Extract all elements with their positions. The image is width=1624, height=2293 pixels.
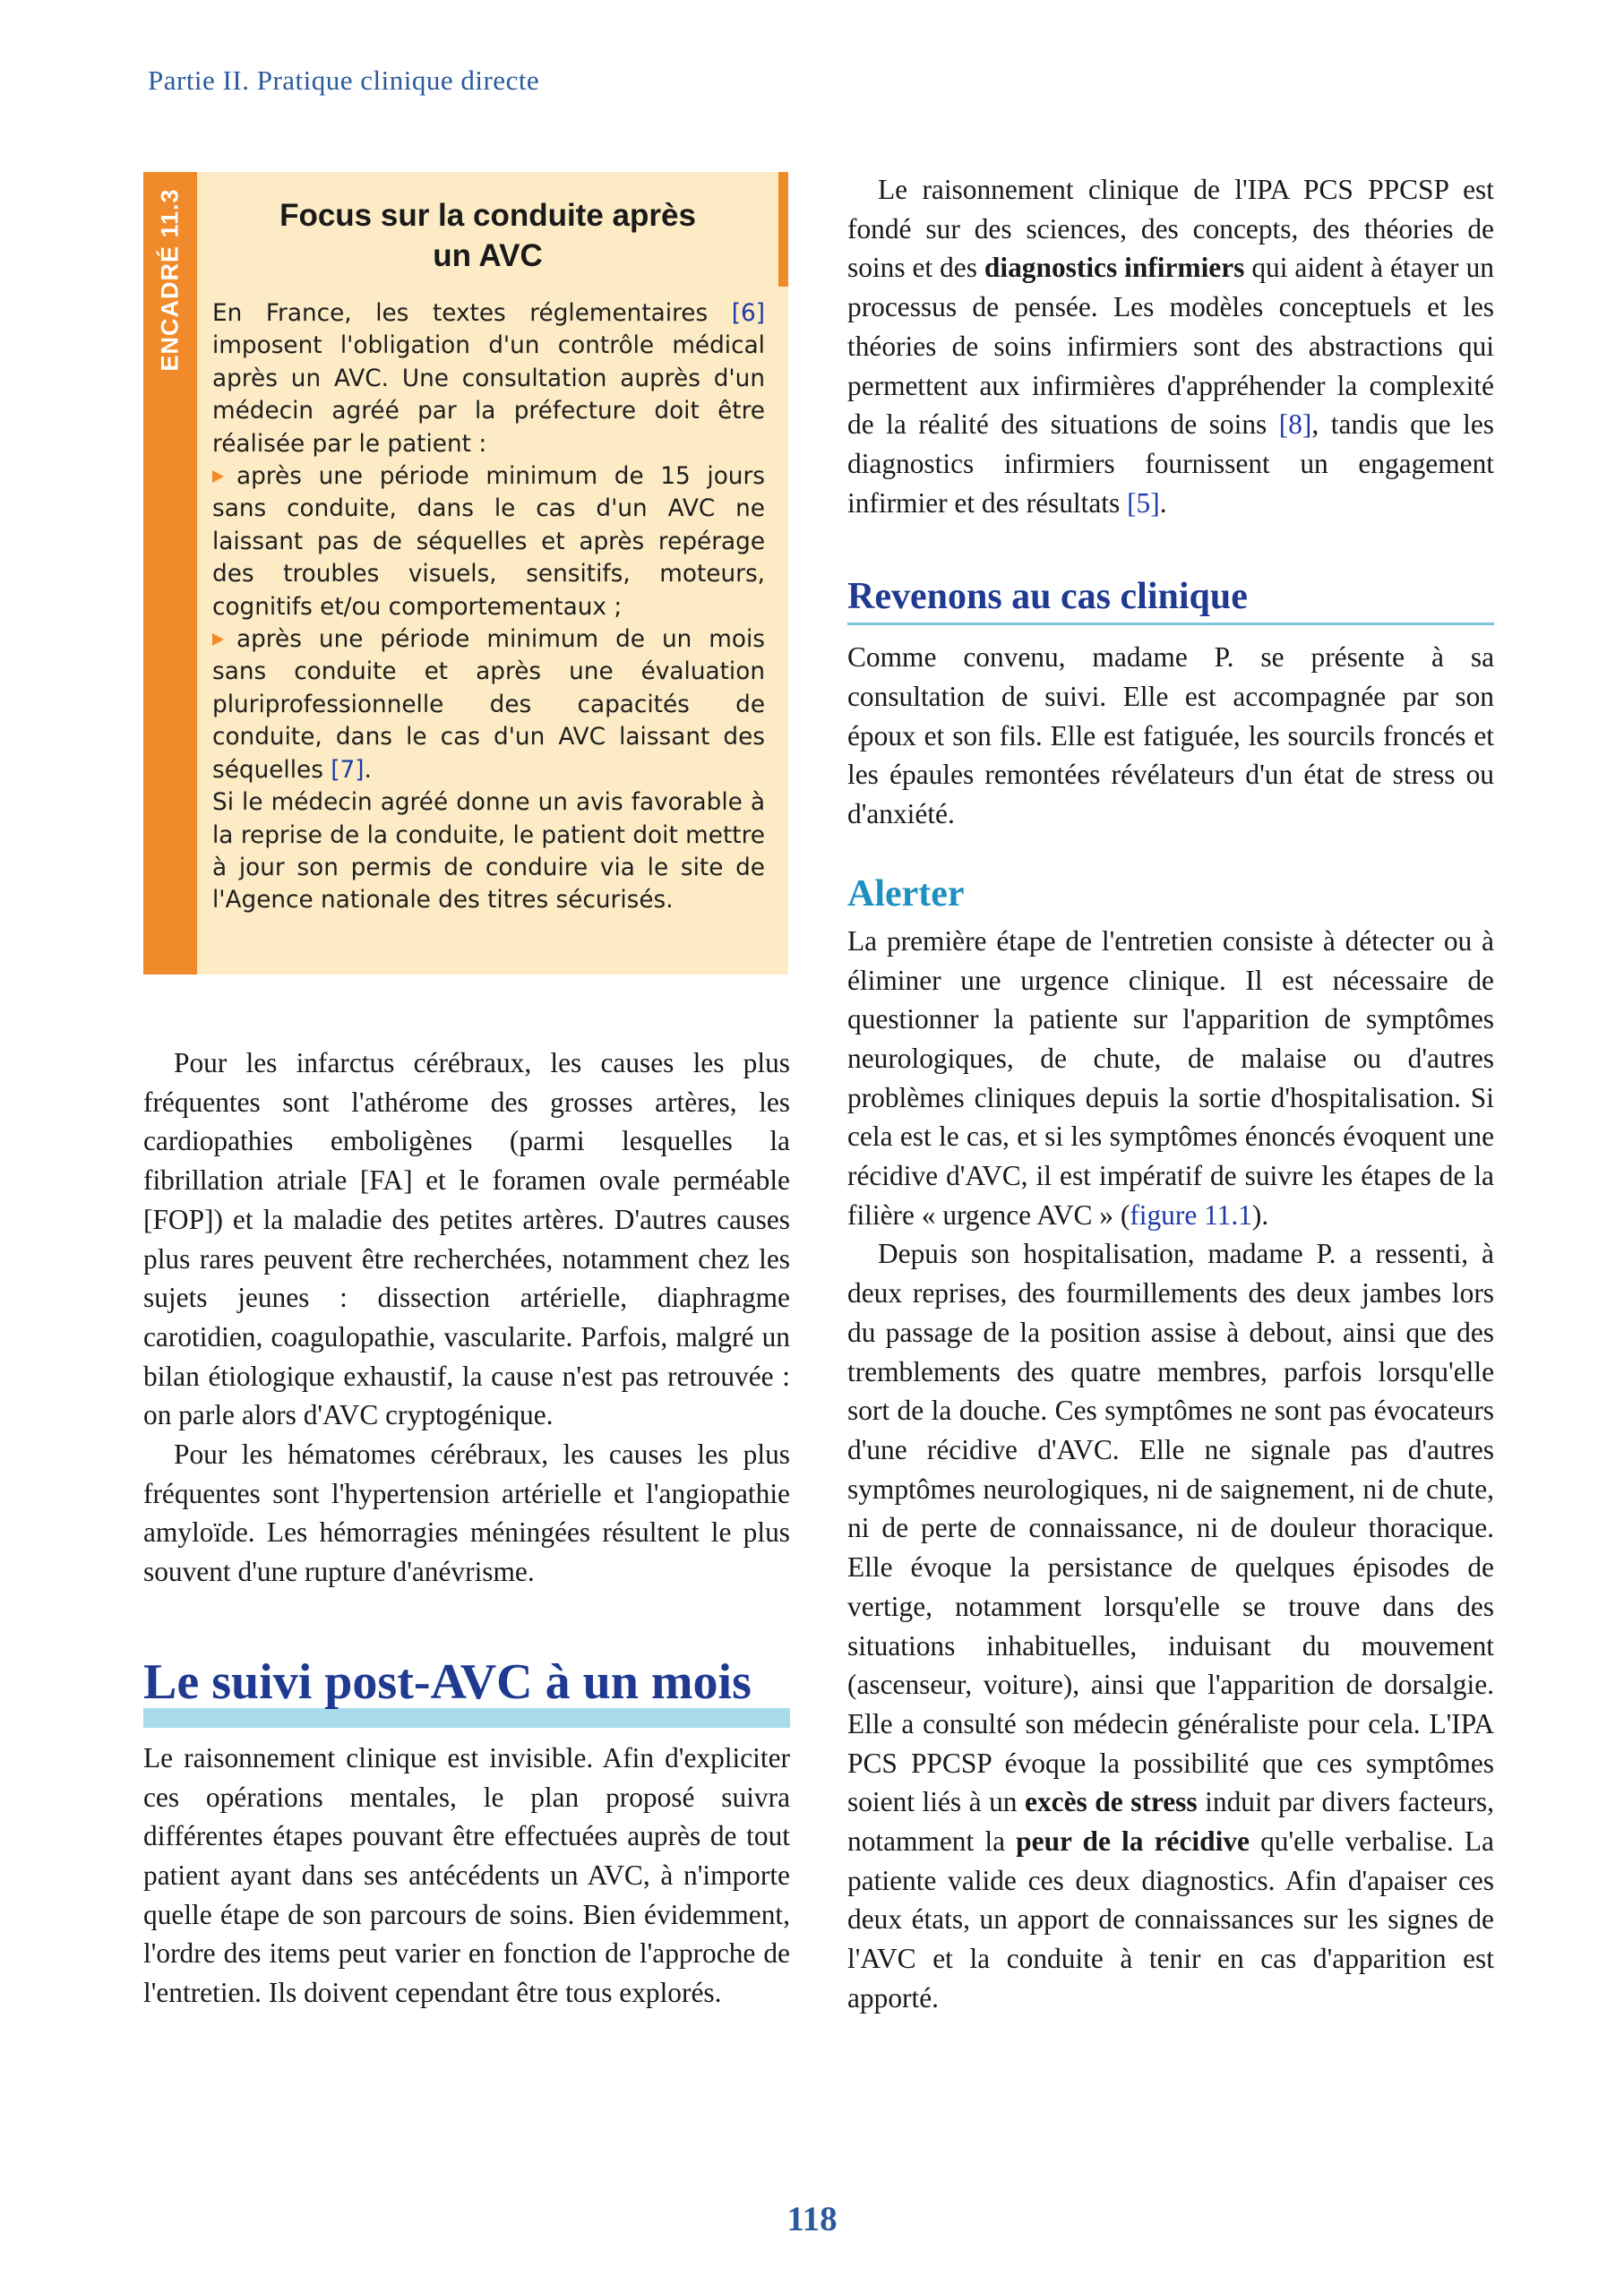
box-tab-label: ENCADRÉ 11.3 xyxy=(156,187,184,372)
box-title xyxy=(197,195,778,276)
paragraph-revenons: Comme convenu, madame P. se présente à sa consultation de suivi. Elle est accompagnée par son époux et son fils. Elle est fatiguée, les sourcils froncés et les épaules remontées révélateurs d'un état de stress ou d'anxiété. xyxy=(847,641,1494,830)
paragraph-hematomes: Pour les hématomes cérébraux, les causes les plus fréquentes sont l'hypertension artérielle et l'angiopathie amyloïde. Les hémorragies méningées résultent le plus souvent d'une rupture d'anévrisme. xyxy=(143,1438,790,1588)
box-body xyxy=(212,297,765,917)
heading-revenons: Revenons au cas clinique xyxy=(847,576,1248,618)
box-bullet-1: après une période minimum de 15 jours sans conduite, dans le cas d'un AVC ne laissant pas de séquelles et après repérage des troubles visuels, sensitifs, moteurs, cognitifs et/ou comportementaux ; xyxy=(212,463,765,621)
box-accent-bar xyxy=(778,172,788,287)
reference-link[interactable]: [5] xyxy=(1127,486,1160,519)
section-title: Le suivi post-AVC à un mois xyxy=(143,1653,752,1710)
running-head: Partie II. Pratique clinique directe xyxy=(148,64,540,96)
box-tab xyxy=(143,172,197,975)
paragraph-raisonnement-ipa: Le raisonnement clinique de l'IPA PCS PPCSP est fondé sur des sciences, des concepts, des théories de soins et des diagnostics infirmiers qui aident à étayer un processus de pensée. Les modèles conceptuels et les théories de soins infirmiers sont des abstractions qui permettent aux infirmières d'appréhender la complexité de la réalité des situations de soins [8], tandis que les diagnostics infirmiers fournissent un engagement infirmier et des résultats [5]. xyxy=(847,174,1494,519)
right-column xyxy=(847,170,1494,2018)
left-column xyxy=(143,1043,790,2013)
reference-link[interactable]: [8] xyxy=(1278,408,1312,441)
section-suivi xyxy=(143,1654,790,2013)
box-closing: Si le médecin agréé donne un avis favorable à la reprise de la conduite, le patient doit mettre à jour son permis de conduire via le site de l'Agence nationale des titres sécurisés. xyxy=(212,789,765,915)
subsection-revenons xyxy=(847,574,1494,834)
paragraph-alerter: La première étape de l'entretien consiste à détecter ou à éliminer une urgence clinique. Il est nécessaire de questionner la patiente sur l'apparition de symptômes neurologiques, de chute, de malaise ou d'autres problèmes cliniques depuis la sortie d'hospitalisation. Si cela est le cas, et si les symptômes énoncés évoquent une récidive d'AVC, il est impératif de suivre les étapes de la filière « urgence AVC » (figure 11.1). xyxy=(847,924,1494,1231)
box-intro: En France, les textes réglementaires [6] imposent l'obligation d'un contrôle médical après un AVC. Une consultation auprès d'un médecin agréé par la préfecture doit être réalisée par le patient : xyxy=(212,300,765,458)
figure-link[interactable]: figure 11.1 xyxy=(1130,1198,1252,1231)
heading-rule xyxy=(847,623,1494,625)
subsection-alerter xyxy=(847,872,1494,2018)
heading-alerter: Alerter xyxy=(847,872,965,915)
paragraph-infarctus: Pour les infarctus cérébraux, les causes les plus fréquentes sont l'athérome des grosses artères, les cardiopathies emboligènes (parmi lesquelles la fibrillation atriale [FA] et le foramen ovale perméable [FOP]) et la maladie des petites artères. D'autres causes plus rares peuvent être recherchées, notamment chez les sujets jeunes : dissection artérielle, diaphragme carotidien, coagulopathie, vascularite. Parfois, malgré un bilan étiologique exhaustif, la cause n'est pas retrouvée : on parle alors d'AVC cryptogénique. xyxy=(143,1047,790,1431)
encadre-box xyxy=(143,172,788,975)
reference-link[interactable]: [6] xyxy=(731,300,765,327)
reference-link[interactable]: [7] xyxy=(331,756,365,784)
box-title-line-1: Focus sur la conduite après xyxy=(279,198,696,233)
box-title-line-2: un AVC xyxy=(433,238,543,273)
page-number: 118 xyxy=(786,2200,838,2238)
box-bullet-2: après une période minimum de un mois sans conduite et après une évaluation pluriprofessionnelle des capacités de conduite, dans le cas d'un AVC laissant des séquelles [7]. xyxy=(212,626,765,784)
paragraph-raisonnement: Le raisonnement clinique est invisible. Afin d'expliciter ces opérations mentales, le plan proposé suivra différentes étapes pouvant être effectuées auprès de tout patient ayant dans ses antécédents un AVC, à n'importe quelle étape de son parcours de soins. Bien évidemment, l'ordre des items peut varier en fonction de l'approche de l'entretien. Ils doivent cependant être tous explorés. xyxy=(143,1741,790,2009)
triangle-bullet-icon xyxy=(212,633,224,646)
paragraph-depuis: Depuis son hospitalisation, madame P. a ressenti, à deux reprises, des fourmillements des deux jambes lors du passage de la position assise à debout, ainsi que des tremblements des quatre membres, parfois lorsqu'elle sort de la douche. Ces symptômes ne sont pas évocateurs d'une récidive d'AVC. Elle ne signale pas d'autres symptômes neurologiques, ni de saignement, ni de chute, ni de perte de connaissance, ni de douleur thoracique. Elle évoque la persistance de quelques épisodes de vertige, notamment lorsqu'elle se trouve dans des situations inhabituelles, induisant du mouvement (ascenseur, voiture), ainsi que l'apparition de dorsalgie. Elle a consulté son médecin généraliste pour cela. L'IPA PCS PPCSP évoque la possibilité que ces symptômes soient liés à un excès de stress induit par divers facteurs, notamment la peur de la récidive qu'elle verbalise. La patiente valide ces deux diagnostics. Afin d'apaiser ces deux états, un apport de connaissances sur les signes de l'AVC et la conduite à tenir en cas d'apparition est apporté. xyxy=(847,1238,1494,2014)
triangle-bullet-icon xyxy=(212,470,224,483)
